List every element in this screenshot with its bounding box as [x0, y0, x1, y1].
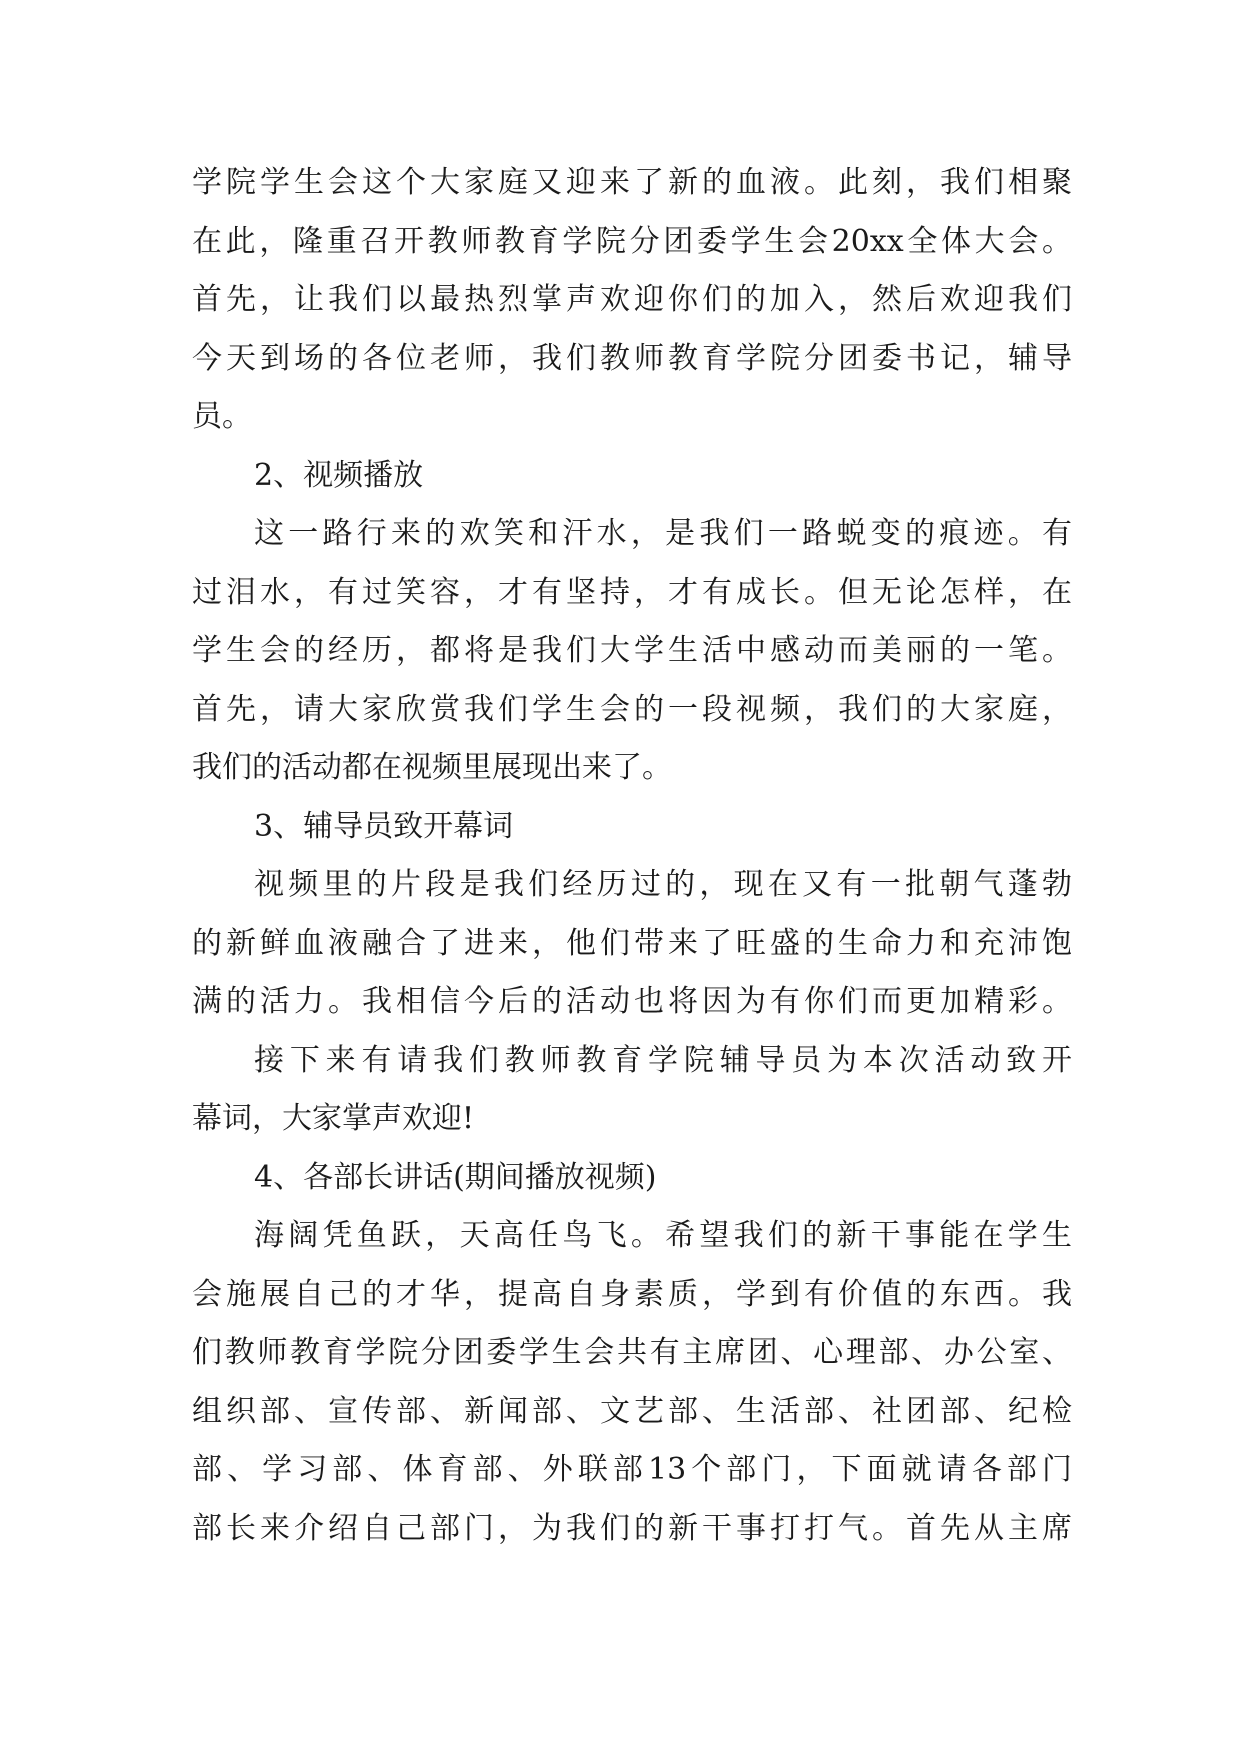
text-line: 部、学习部、体育部、外联部13个部门，下面就请各部门 [192, 1452, 1072, 1487]
text-line: 学院学生会这个大家庭又迎来了新的血液。此刻，我们相聚 [192, 165, 1072, 200]
text-line: 组织部、宣传部、新闻部、文艺部、生活部、社团部、纪检 [192, 1393, 1072, 1429]
text-line: 这一路行来的欢笑和汗水，是我们一路蜕变的痕迹。有 [254, 516, 1072, 551]
text-line: 首先，请大家欣赏我们学生会的一段视频，我们的大家庭， [192, 691, 1072, 727]
text-line: 视频里的片段是我们经历过的，现在又有一批朝气蓬勃 [254, 867, 1072, 902]
document-body [192, 154, 1072, 1558]
text-line: 我们的活动都在视频里展现出来了。 [192, 750, 672, 785]
text-line: 满的活力。我相信今后的活动也将因为有你们而更加精彩。 [192, 984, 1072, 1019]
text-line: 会施展自己的才华，提高自身素质，学到有价值的东西。我 [192, 1276, 1072, 1312]
text-line: 部长来介绍自己部门，为我们的新干事打打气。首先从主席 [192, 1510, 1072, 1546]
text-line: 学生会的经历，都将是我们大学生活中感动而美丽的一笔。 [192, 633, 1072, 668]
section-heading-minister-speeches: 4、各部长讲话(期间播放视频) [254, 1159, 657, 1195]
section-heading-video: 2、视频播放 [254, 457, 424, 493]
text-line: 今天到场的各位老师，我们教师教育学院分团委书记，辅导 [192, 340, 1072, 376]
section-heading-opening-speech: 3、辅导员致开幕词 [254, 808, 514, 844]
text-line: 首先，让我们以最热烈掌声欢迎你们的加入，然后欢迎我们 [192, 282, 1072, 317]
text-line: 海阔凭鱼跃，天高任鸟飞。希望我们的新干事能在学生 [254, 1218, 1072, 1253]
text-line: 的新鲜血液融合了进来，他们带来了旺盛的生命力和充沛饱 [192, 925, 1072, 961]
text-line: 接下来有请我们教师教育学院辅导员为本次活动致开 [254, 1042, 1072, 1078]
text-line: 员。 [192, 399, 252, 434]
text-line: 在此，隆重召开教师教育学院分团委学生会20xx全体大会。 [192, 223, 1072, 259]
text-line: 们教师教育学院分团委学生会共有主席团、心理部、办公室、 [192, 1335, 1072, 1370]
text-line: 过泪水，有过笑容，才有坚持，才有成长。但无论怎样，在 [192, 574, 1072, 610]
text-line: 幕词，大家掌声欢迎! [192, 1101, 475, 1136]
